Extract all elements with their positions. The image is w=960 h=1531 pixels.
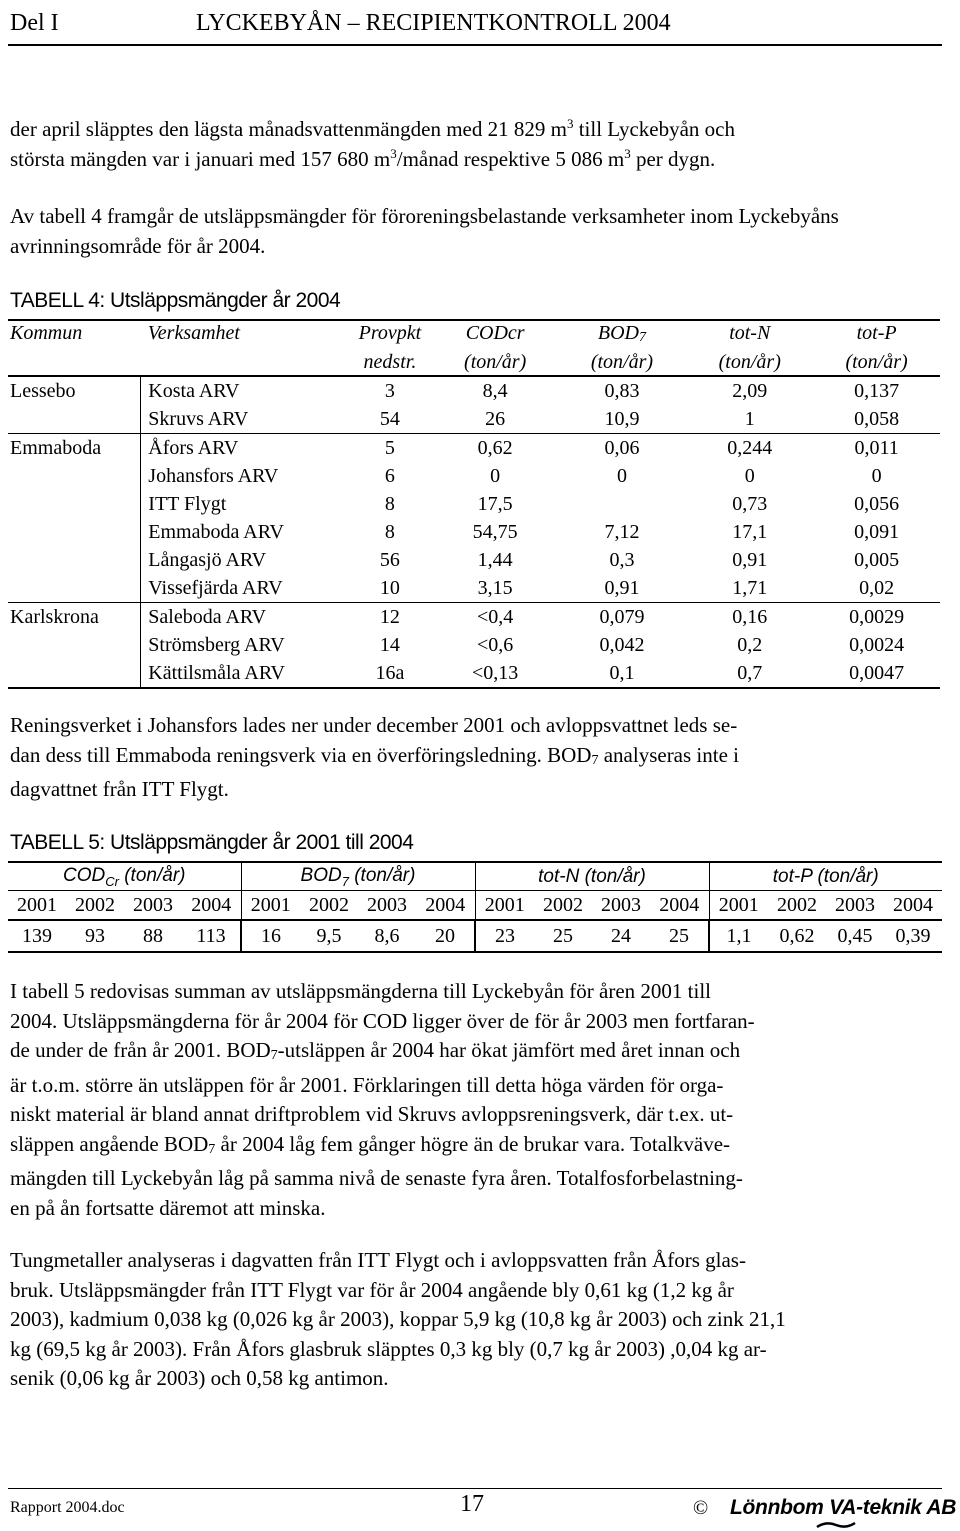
cell-kommun: Emmaboda [10,437,102,459]
value-cell: 0,39 [884,920,942,952]
table4-header-row [8,320,940,350]
table-row [8,405,940,434]
group-label: tot-P (ton/år) [772,865,879,887]
value-cell: 0,45 [826,920,884,952]
cell-provpkt: 56 [379,549,400,571]
cell-kommun [8,574,141,603]
para-text: I tabell 5 redovisas summan av utsläppsmängderna till Lyckebyån för åren 2001 till [10,979,711,1003]
value-cell: 25 [650,920,709,952]
header-title: LYCKEBYÅN – RECIPIENTKONTROLL 2004 [196,10,671,36]
cell-codcr: 8,4 [482,380,508,402]
cell-totn: 17,1 [732,521,768,543]
cell-verksamhet: Långasjö ARV [141,546,347,574]
subscript: 7 [208,1141,216,1157]
table-row [8,574,940,603]
header-part: Del I [10,10,59,36]
cell-kommun [8,546,141,574]
cell-totp: 0 [871,465,882,487]
para-text: är t.o.m. större än utsläppen för år 2001. Förklaringen till detta höga värden för orga- [10,1072,724,1097]
subscript: Cr [105,873,119,889]
value-cell: 88 [124,920,182,952]
cell-codcr: <0,4 [477,606,514,628]
cell-totp: 0,058 [813,405,940,434]
cell-totp: 0,005 [854,549,900,571]
footer-rule [8,1488,942,1489]
group-label: BOD [300,864,342,886]
cell-totp: 0,0047 [813,659,940,688]
intro-text: per dygn. [630,146,716,171]
cell-verksamhet: Åfors ARV [141,434,347,463]
cell-totn: 1,71 [686,574,813,603]
col-provpkt: Provpkt [347,320,433,350]
col-totn-unit: (ton/år) [686,350,813,376]
para-text: en på ån fortsatte däremot att minska. [10,1195,326,1220]
cell-provpkt: 8 [384,521,395,543]
superscript: 3 [566,116,574,131]
cell-provpkt: 14 [379,634,400,656]
year-header: 2004 [416,891,475,921]
value-cell: 113 [182,920,241,952]
para-text: de under de från år 2001. BOD [10,1038,271,1062]
para-text: dagvattnet från ITT Flygt. [10,777,229,801]
cell-verksamhet: Kosta ARV [141,376,347,405]
para-text: mängden till Lyckebyån låg på samma nivå de senaste fyra åren. Totalfosforbelastning- [10,1166,743,1190]
intro-text: /månad respektive 5 086 m [396,146,625,171]
cell-bod7: 0 [616,465,627,487]
cell-verksamhet: ITT Flygt [141,490,347,518]
cell-codcr: <0,13 [433,659,558,688]
intro-text: största mängden var i januari med 157 680 m [10,146,391,171]
cell-totn: 2,09 [732,380,768,402]
cell-codcr: 1,44 [477,549,513,571]
cell-verksamhet: Johansfors ARV [141,462,347,490]
col-totp: tot-P [813,320,940,350]
cell-totn: 0,73 [732,493,768,515]
value-cell: 16 [241,920,300,952]
para-text: 2003), kadmium 0,038 kg (0,026 kg år 2003), koppar 5,9 kg (10,8 kg år 2003) och zink 21,1 [10,1307,786,1331]
cell-kommun [8,462,141,490]
table5-group-header [709,862,942,891]
johansfors-paragraph [10,711,940,805]
subscript: 7 [591,752,599,768]
cell-kommun [8,490,141,518]
year-header: 2003 [358,891,416,921]
cell-bod7: 0,042 [599,634,645,656]
year-header: 2002 [300,891,358,921]
group-unit: (ton/år) [118,864,186,886]
value-cell: 139 [8,920,66,952]
table4-body [8,376,940,688]
col-codcr-unit: (ton/år) [433,350,558,376]
cell-verksamhet: Emmaboda ARV [141,518,347,546]
logo-swoosh-icon [816,1521,856,1529]
para-text: dan dess till Emmaboda reningsverk via en överföringsledning. BOD [10,742,592,767]
para-text: Tungmetaller analyseras i dagvatten från ITT Flygt och i avloppsvatten från Åfors glas- [10,1248,746,1272]
col-codcr: CODcr [433,320,558,350]
para-text: år 2004 låg fem gånger högre än de brukar vara. Totalkväve- [215,1131,731,1156]
cell-provpkt: 10 [347,574,433,603]
subscript: 7 [341,873,349,889]
table-row [8,434,940,463]
table4-header-units-row [8,350,940,376]
para-text: släppen angående BOD [10,1131,209,1156]
col-verksamhet-unit [141,350,347,376]
cell-provpkt: 8 [384,493,395,515]
page-number: 17 [460,1491,484,1517]
cell-bod7: 0,1 [558,659,687,688]
cell-codcr: 54,75 [472,521,518,543]
company-logo: Lönnbom VA-teknik AB [730,1496,957,1519]
heavy-metals-paragraph [10,1246,940,1394]
col-bod-label: BOD [597,322,639,344]
cell-kommun [8,518,141,546]
group-unit: (ton/år) [348,864,416,886]
cell-provpkt: 3 [384,380,395,402]
cell-totn: 0,244 [727,437,773,459]
table5-group-header [475,862,709,891]
cell-provpkt: 16a [347,659,433,688]
cell-totn: 1 [686,405,813,434]
col-totp-unit: (ton/år) [813,350,940,376]
table-row [8,603,940,632]
table5-group-header [8,862,241,891]
year-header: 2001 [8,891,66,921]
cell-provpkt: 12 [379,606,400,628]
emissions-table-2001-2004 [8,861,942,953]
summary-paragraph [10,977,940,1223]
cell-totp: 0,091 [854,521,900,543]
cell-verksamhet: Saleboda ARV [141,603,347,632]
col-kommun-unit [8,350,141,376]
cell-bod7: 0,06 [604,437,640,459]
page-header [8,4,942,44]
para-text: analyseras inte i [598,742,739,767]
cell-totp: 0,0029 [849,606,905,628]
header-rule [8,44,942,46]
col-bod7-unit: (ton/år) [558,350,687,376]
value-cell: 93 [66,920,124,952]
col-bod7 [558,320,687,350]
cell-codcr: 26 [433,405,558,434]
cell-provpkt: 6 [384,465,395,487]
cell-provpkt: 5 [384,437,395,459]
cell-totn: 0,2 [737,634,763,656]
cell-verksamhet: Skruvs ARV [141,405,347,434]
year-header: 2004 [182,891,241,921]
value-cell: 9,5 [300,920,358,952]
cell-codcr: 17,5 [477,493,513,515]
table-row [8,462,940,490]
col-verksamhet: Verksamhet [141,320,347,350]
cell-codcr: <0,6 [477,634,514,656]
table5-caption: TABELL 5: Utsläppsmängder år 2001 till 2004 [10,831,414,854]
cell-bod7: 0,83 [604,380,640,402]
para-text: -utsläppen år 2004 har ökat jämfört med året innan och [277,1038,741,1062]
cell-codcr: 0,62 [477,437,513,459]
col-totn: tot-N [686,320,813,350]
superscript: 3 [624,145,631,161]
table4-intro-paragraph: Av tabell 4 framgår de utsläppsmängder för föroreningsbelastande verksamheter inom Lyckebyåns avrinningsområde för år 2004. [10,204,839,258]
para-text: Reningsverket i Johansfors lades ner under december 2001 och avloppsvattnet leds se- [10,713,738,737]
table-row [8,376,940,405]
subscript: 7 [639,330,646,345]
table5-values-row [8,920,942,952]
intro-text: der april släpptes den lägsta månadsvattenmängden med 21 829 m [10,117,567,141]
cell-verksamhet: Kättilsmåla ARV [141,659,347,688]
cell-totn: 0 [744,465,755,487]
group-label: COD [63,864,106,886]
emissions-table-2004 [8,319,940,689]
value-cell: 24 [592,920,650,952]
table-row [8,659,940,688]
table5-group-header [241,862,475,891]
value-cell: 1,1 [709,920,768,952]
cell-totp: 0,011 [854,437,899,459]
subscript: 7 [270,1048,278,1063]
intro-paragraph [10,115,940,174]
table-row [8,546,940,574]
year-header: 2001 [241,891,300,921]
table-row [8,490,940,518]
cell-totp: 0,056 [854,493,900,515]
cell-bod7: 0,3 [609,549,635,571]
year-header: 2003 [826,891,884,921]
table-row [8,518,940,546]
cell-kommun: Lessebo [10,380,76,402]
cell-verksamhet: Strömsberg ARV [141,631,347,659]
cell-totp: 0,0024 [849,634,905,656]
cell-totn: 0,7 [686,659,813,688]
cell-bod7: 0,91 [558,574,687,603]
col-kommun: Kommun [8,320,141,350]
value-cell: 0,62 [768,920,826,952]
copyright-symbol: © [693,1497,709,1519]
group-label: tot-N (ton/år) [538,865,646,887]
cell-bod7: 10,9 [558,405,687,434]
cell-kommun: Karlskrona [10,606,99,628]
superscript: 3 [390,145,397,161]
value-cell: 23 [475,920,534,952]
cell-totp: 0,137 [854,380,900,402]
cell-verksamhet: Vissefjärda ARV [141,574,347,603]
cell-bod7: 7,12 [604,521,640,543]
value-cell: 8,6 [358,920,416,952]
cell-bod7: 0,079 [599,606,645,628]
para-text: kg (69,5 kg år 2003). Från Åfors glasbruk släpptes 0,3 kg bly (0,7 kg år 2003) ,0,04 kg ar- [10,1336,767,1361]
year-header: 2002 [768,891,826,921]
table4-caption: TABELL 4: Utsläppsmängder år 2004 [10,289,341,312]
cell-codcr: 3,15 [433,574,558,603]
year-header: 2001 [475,891,534,921]
para-text: 2004. Utsläppsmängderna för år 2004 för COD ligger över de för år 2003 men fortfaran- [10,1008,755,1033]
year-header: 2002 [66,891,124,921]
year-header: 2004 [884,891,942,921]
cell-kommun [8,659,141,688]
cell-codcr: 0 [490,465,501,487]
para-text: niskt material är bland annat driftproblem vid Skruvs avloppsreningsverk, där t.ex. ut- [10,1102,734,1126]
para-text: bruk. Utsläppsmängder från ITT Flygt var för år 2004 angående bly 0,61 kg (1,2 kg år [10,1277,734,1302]
year-header: 2003 [592,891,650,921]
intro-text: till Lyckebyån och [573,117,735,141]
value-cell: 20 [416,920,475,952]
table-row [8,631,940,659]
year-header: 2002 [534,891,592,921]
table5-years-row [8,891,942,921]
cell-totn: 0,91 [732,549,768,571]
year-header: 2004 [650,891,709,921]
cell-totn: 0,16 [732,606,768,628]
cell-totp: 0,02 [813,574,940,603]
value-cell: 25 [534,920,592,952]
cell-bod7 [558,490,687,518]
cell-kommun [8,405,141,434]
para-text: senik (0,06 kg år 2003) och 0,58 kg antimon. [10,1366,389,1390]
footer-filename: Rapport 2004.doc [10,1499,125,1516]
year-header: 2001 [709,891,768,921]
col-provpkt-unit: nedstr. [347,350,433,376]
cell-kommun [8,631,141,659]
cell-provpkt: 54 [347,405,433,434]
year-header: 2003 [124,891,182,921]
table5-group-row [8,862,942,891]
